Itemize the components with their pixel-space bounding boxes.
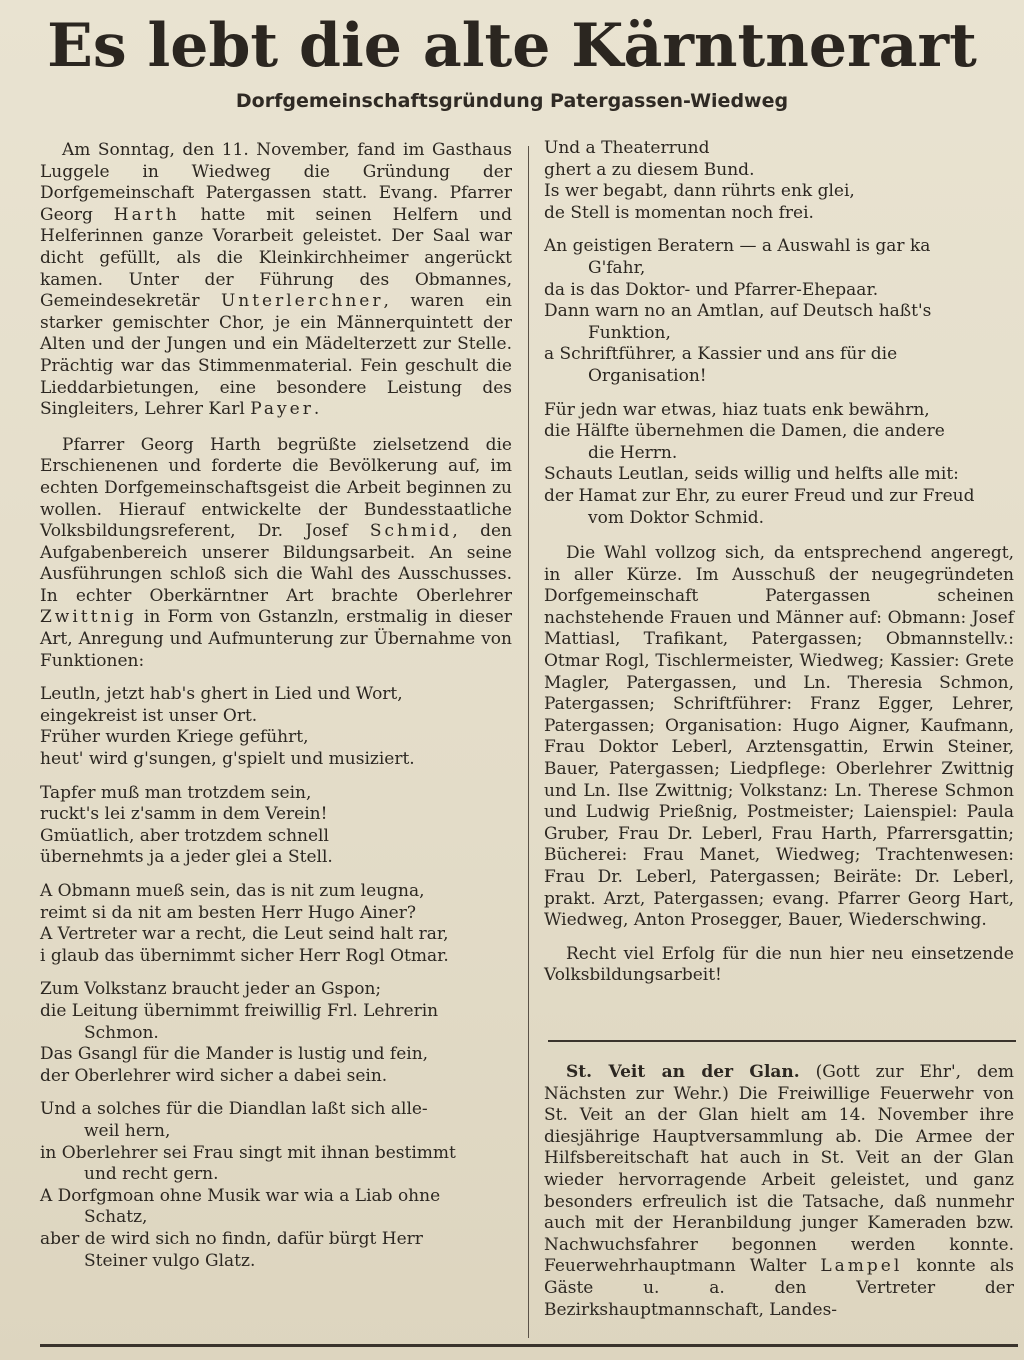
verse-line: Schauts Leutlan, seids willig und helfts alle mit:: [544, 464, 959, 485]
paragraph-greeting: [40, 435, 512, 673]
verse-line: ruckt's lei z'samm in dem Verein!: [40, 804, 328, 825]
column-separator: [528, 146, 529, 1338]
verse-line: Das Gsangl für die Mander is lustig und fein,: [40, 1044, 429, 1065]
verse-block-left: [40, 684, 512, 1272]
verse-block-right: [544, 138, 1014, 529]
name-schmid: Schmid: [369, 521, 453, 542]
stanza-gap: [40, 869, 512, 881]
verse-line: vom Doktor Schmid.: [588, 507, 765, 528]
name-harth: Harth: [113, 204, 180, 225]
verse-line: die Hälfte übernehmen die Damen, die andere: [544, 421, 945, 442]
verse-line: Funktion,: [588, 322, 671, 343]
article-lead: St. Veit an der Glan.: [566, 1062, 800, 1082]
text-run: Pfarrer Georg Harth begrüßte zielsetzend die Erschienenen und forderte die Bevölkerung auf, im echten Dorfgemeinschaftsgeist die Arbeit beginnen zu wollen. Hierauf entwickelte der Bundesstaatliche Volksbildungsreferent, Dr. Josef: [40, 434, 512, 542]
text-run: hatte mit seinen Helfern und Helferinnen ganze Vorarbeit geleistet. Der Saal war dicht gefüllt, als die Kleinkirchheimer angerückt kamen. Unter der Führung des Obmannes, Gemeindesekretär: [40, 204, 512, 312]
verse-line: heut' wird g'sungen, g'spielt und musiziert.: [40, 749, 415, 770]
name-zwittnig: Zwittnig: [40, 607, 137, 628]
text-run: konnte als Gäste u. a. den Vertreter der Bezirkshauptmannschaft, Landes-: [544, 1256, 1014, 1320]
verse-line: Steiner vulgo Glatz.: [84, 1250, 256, 1271]
verse-line: Und a Theaterrund: [544, 138, 710, 158]
stanza-gap: [40, 967, 512, 979]
stanza-gap: [544, 224, 1014, 236]
verse-line: reimt si da nit am besten Herr Hugo Ainer?: [40, 902, 416, 923]
verse-line: a Schriftführer, a Kassier und ans für die: [544, 344, 898, 365]
verse-line: Und a solches für die Diandlan laßt sich alle-: [40, 1099, 428, 1120]
verse-line: Für jedn war etwas, hiaz tuats enk bewährn,: [544, 399, 930, 420]
verse-line: Schmon.: [84, 1022, 159, 1043]
verse-line: i glaub das übernimmt sicher Herr Rogl Otmar.: [40, 945, 449, 966]
text-run: , waren ein starker gemischter Chor, je ein Männerquintett der Alten und der Jungen und ein Mädelterzett zur Stelle. Prächtig war das Stimmenmaterial. Fein geschult die Lieddarbietungen, eine besondere Leistung des Singleiters, Lehrer Karl: [40, 291, 513, 420]
verse-line: Leutln, jetzt hab's ghert in Lied und Wort,: [40, 684, 403, 705]
article-divider: [548, 1040, 1016, 1042]
verse-line: Zum Volkstanz braucht jeder an Gspon;: [40, 979, 382, 1000]
verse-line: G'fahr,: [588, 257, 646, 278]
verse-line: weil hern,: [84, 1120, 171, 1141]
verse-line: und recht gern.: [84, 1164, 219, 1185]
paragraph-st-veit: [544, 1062, 1014, 1321]
paragraph-election: Die Wahl vollzog sich, da entsprechend angeregt, in aller Kürze. Im Ausschuß der neugegründeten Dorfgemeinschaft Patergassen scheinen nachstehende Frauen und Männer auf: Obmann: Josef Mattiasl, Trafikant, Patergassen; Obmannstellv.: Otmar Rogl, Tischlermeister, Wiedweg; Kassier: Grete Magler, Patergassen, und Ln. Theresia Schmon, Patergassen; Schriftführer: Franz Egger, Lehrer, Patergassen; Organisation: Hugo Aigner, Kaufmann, Frau Doktor Leberl, Arztensgattin, Erwin Steiner, Bauer, Patergassen; Liedpflege: Oberlehrer Zwittnig und Ln. Ilse Zwittnig; Volkstanz: Ln. Therese Schmon und Ludwig Prießnig, Postmeister; Laienspiel: Paula Gruber, Frau Dr. Leberl, Frau Harth, Pfarrersgattin; Bücherei: Frau Manet, Wiedweg; Trachtenwesen: Frau Dr. Leberl, Patergassen; Beiräte: Dr. Leberl, prakt. Arzt, Patergassen; evang. Pfarrer Georg Hart, Wiedweg, Anton Prosegger, Bauer, Wiederschwing.: [544, 543, 1014, 931]
text-run: , den Aufgabenbereich unserer Bildungsarbeit. An seine Ausführungen schloß sich die Wahl des Ausschusses. In echter Oberkärntner Art brachte Oberlehrer: [40, 521, 512, 606]
verse-line: aber de wird sich no findn, dafür bürgt Herr: [40, 1228, 423, 1249]
verse-line: da is das Doktor- und Pfarrer-Ehepaar.: [544, 279, 879, 300]
text-run: Am Sonntag, den 11. November, fand im Gasthaus Luggele in Wiedweg die Gründung der Dorfgemeinschaft Patergassen statt. Evang. Pfarrer Georg: [40, 140, 512, 225]
left-column: [40, 140, 512, 1272]
name-lampel: Lampel: [820, 1256, 903, 1277]
verse-line: An geistigen Beratern — a Auswahl is gar ka: [544, 236, 931, 257]
verse-line: Schatz,: [84, 1207, 148, 1228]
text-run: (Gott zur Ehr', dem Nächsten zur Wehr.) Die Freiwillige Feuerwehr von St. Veit an der Glan hielt am 14. November ihre diesjährige Hauptversammlung ab. Die Armee der Hilfsbereitschaft hat auch in St. Veit an der Glan wieder hervorragende Arbeit geleistet, und ganz besonders erfreulich ist die Tatsache, daß nunmehr auch mit der Heranbildung junger Kameraden bzw. Nachwuchsfahrer begonnen werden konnte. Feuerwehrhauptmann Walter: [544, 1062, 1014, 1277]
verse-line: Tapfer muß man trotzdem sein,: [40, 782, 312, 803]
paragraph-opening: [40, 140, 512, 421]
verse-line: de Stell is momentan noch frei.: [544, 202, 814, 223]
name-unterlerchner: Unterlerchner: [220, 291, 384, 312]
text-run: in Form von Gstanzln, erstmalig in dieser Art, Anregung und Aufmunterung zur Übernahme von Funktionen:: [40, 607, 512, 671]
stanza-gap: [40, 1087, 512, 1099]
verse-line: Organisation!: [588, 365, 707, 386]
verse-line: A Obmann mueß sein, das is nit zum leugna,: [40, 881, 425, 901]
verse-line: ghert a zu diesem Bund.: [544, 159, 755, 180]
verse-line: Is wer begabt, dann rührts enk glei,: [544, 181, 855, 202]
verse-line: die Leitung übernimmt freiwillig Frl. Lehrerin: [40, 1000, 439, 1021]
article-st-veit: [544, 1062, 1014, 1321]
verse-line: in Oberlehrer sei Frau singt mit ihnan bestimmt: [40, 1142, 456, 1163]
verse-line: Gmüatlich, aber trotzdem schnell: [40, 825, 329, 846]
stanza-gap: [544, 388, 1014, 400]
verse-line: der Hamat zur Ehr, zu eurer Freud und zur Freud: [544, 485, 975, 506]
subheadline: Dorfgemeinschaftsgründung Patergassen-Wiedweg: [235, 90, 789, 112]
stanza-gap: [40, 771, 512, 783]
paragraph-closing: Recht viel Erfolg für die nun hier neu einsetzende Volksbildungsarbeit!: [544, 943, 1014, 986]
verse-line: Dann warn no an Amtlan, auf Deutsch haßt's: [544, 301, 932, 322]
right-column: [544, 138, 1014, 987]
name-payer: Payer: [250, 399, 314, 420]
verse-line: A Dorfgmoan ohne Musik war wia a Liab ohne: [40, 1185, 441, 1206]
verse-line: die Herrn.: [588, 442, 678, 463]
verse-line: A Vertreter war a recht, die Leut seind halt rar,: [40, 924, 449, 945]
verse-line: der Oberlehrer wird sicher a dabei sein.: [40, 1065, 388, 1086]
verse-line: Früher wurden Kriege geführt,: [40, 727, 309, 748]
bottom-rule: [40, 1344, 1018, 1347]
headline: Es lebt die alte Kärntnerart: [47, 11, 977, 81]
verse-line: übernehmts ja a jeder glei a Stell.: [40, 847, 333, 868]
verse-line: eingekreist ist unser Ort.: [40, 705, 258, 726]
text-run: .: [313, 399, 320, 420]
